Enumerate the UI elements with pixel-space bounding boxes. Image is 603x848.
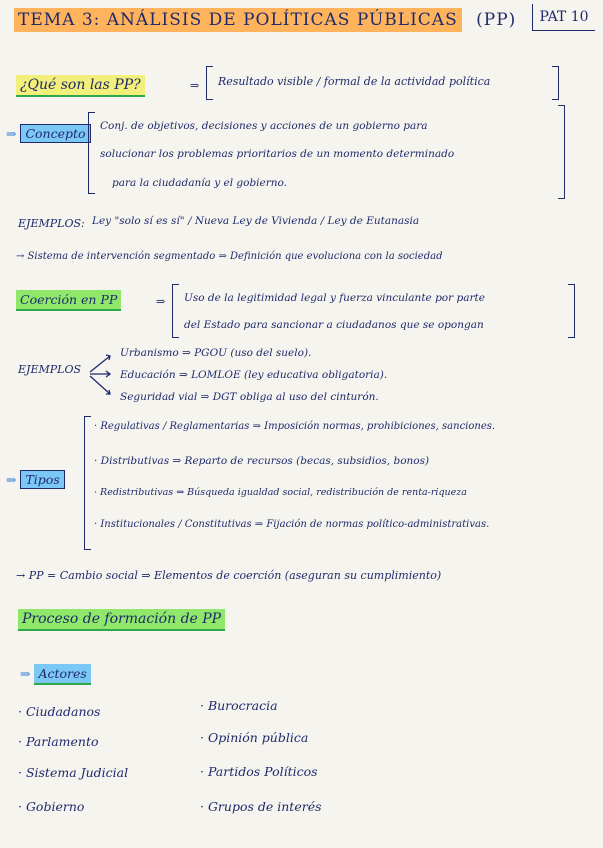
coercion-line: del Estado para sancionar a ciudadanos que se opongan bbox=[184, 319, 484, 331]
actor-item: · Sistema Judicial bbox=[18, 765, 129, 780]
tipo-item: · Redistributivas ⇒ Búsqueda igualdad social, redistribución de renta-riqueza bbox=[94, 487, 467, 498]
concepto-line: Conj. de objetivos, decisiones y acciones de un gobierno para bbox=[100, 120, 428, 132]
tipos-bracket-left bbox=[84, 416, 91, 550]
tipo-item: · Regulativas / Reglamentarias ⇒ Imposición normas, prohibiciones, sanciones. bbox=[94, 421, 496, 432]
ejemplo-item: Seguridad vial ⇒ DGT obliga al uso del cinturón. bbox=[120, 391, 379, 403]
concepto-line: solucionar los problemas prioritarios de un momento determinado bbox=[100, 148, 455, 160]
concepto-bracket-left bbox=[88, 112, 95, 194]
tipos-label bbox=[6, 474, 65, 487]
tipo-item: · Institucionales / Constitutivas ⇒ Fijación de normas político-administrativas. bbox=[94, 519, 490, 530]
proceso-title bbox=[18, 612, 225, 626]
que-son-question-text: ¿Qué son las PP? bbox=[16, 75, 145, 97]
branch-arrows-icon bbox=[88, 350, 116, 400]
que-son-bracket-left bbox=[206, 66, 213, 100]
concepto-label bbox=[6, 128, 91, 141]
coercion-bracket-right bbox=[568, 284, 575, 338]
que-son-arrow: ⇒ bbox=[190, 79, 200, 92]
actor-item: · Gobierno bbox=[18, 799, 85, 814]
proceso-title-text: Proceso de formación de PP bbox=[18, 609, 225, 631]
actor-item: · Opinión pública bbox=[200, 730, 309, 745]
actores-label bbox=[20, 668, 91, 681]
concepto-bracket-right bbox=[558, 105, 565, 199]
ejemplo-item: Urbanismo ⇒ PGOU (uso del suelo). bbox=[120, 347, 312, 359]
summary-line: → PP = Cambio social ⇒ Elementos de coerción (aseguran su cumplimiento) bbox=[16, 569, 442, 582]
tipos-label-text: Tipos bbox=[20, 470, 64, 489]
actor-item: · Ciudadanos bbox=[18, 704, 101, 719]
actor-item: · Burocracia bbox=[200, 698, 278, 713]
arrow-icon: ⇒ bbox=[6, 472, 17, 487]
ejemplos-text: Ley "solo sí es sí" / Nueva Ley de Vivienda / Ley de Eutanasia bbox=[92, 215, 420, 227]
coercion-label bbox=[16, 294, 121, 307]
actor-item: · Grupos de interés bbox=[200, 799, 322, 814]
concepto-label-text: Concepto bbox=[20, 124, 90, 143]
arrow-icon: ⇒ bbox=[20, 666, 31, 681]
coercion-label-text: Coerción en PP bbox=[16, 290, 121, 311]
page-title-suffix: (PP) bbox=[476, 10, 517, 30]
actores-label-text: Actores bbox=[34, 664, 90, 685]
actor-item: · Parlamento bbox=[18, 734, 99, 749]
coercion-arrow: ⇒ bbox=[156, 295, 166, 308]
page-title bbox=[14, 12, 516, 29]
que-son-bracket-right bbox=[552, 66, 559, 100]
que-son-answer: Resultado visible / formal de la actividad política bbox=[218, 75, 491, 88]
sistema-line: → Sistema de intervención segmentado ⇒ Definición que evoluciona con la sociedad bbox=[16, 251, 443, 262]
que-son-question bbox=[16, 78, 145, 92]
ejemplos2-label: EJEMPLOS bbox=[18, 363, 81, 376]
actor-item: · Partidos Políticos bbox=[200, 764, 318, 779]
ejemplo-item: Educación ⇒ LOMLOE (ley educativa obligatoria). bbox=[120, 369, 388, 381]
arrow-icon: ⇒ bbox=[6, 126, 17, 141]
page-title-text: TEMA 3: ANÁLISIS DE POLÍTICAS PÚBLICAS bbox=[14, 8, 462, 32]
coercion-bracket-left bbox=[172, 284, 179, 338]
page-tag: PAT 10 bbox=[532, 4, 595, 31]
tipo-item: · Distributivas ⇒ Reparto de recursos (becas, subsidios, bonos) bbox=[94, 455, 430, 467]
concepto-line: para la ciudadanía y el gobierno. bbox=[112, 177, 288, 189]
coercion-line: Uso de la legitimidad legal y fuerza vinculante por parte bbox=[184, 292, 485, 304]
ejemplos-label: EJEMPLOS: bbox=[18, 217, 85, 230]
